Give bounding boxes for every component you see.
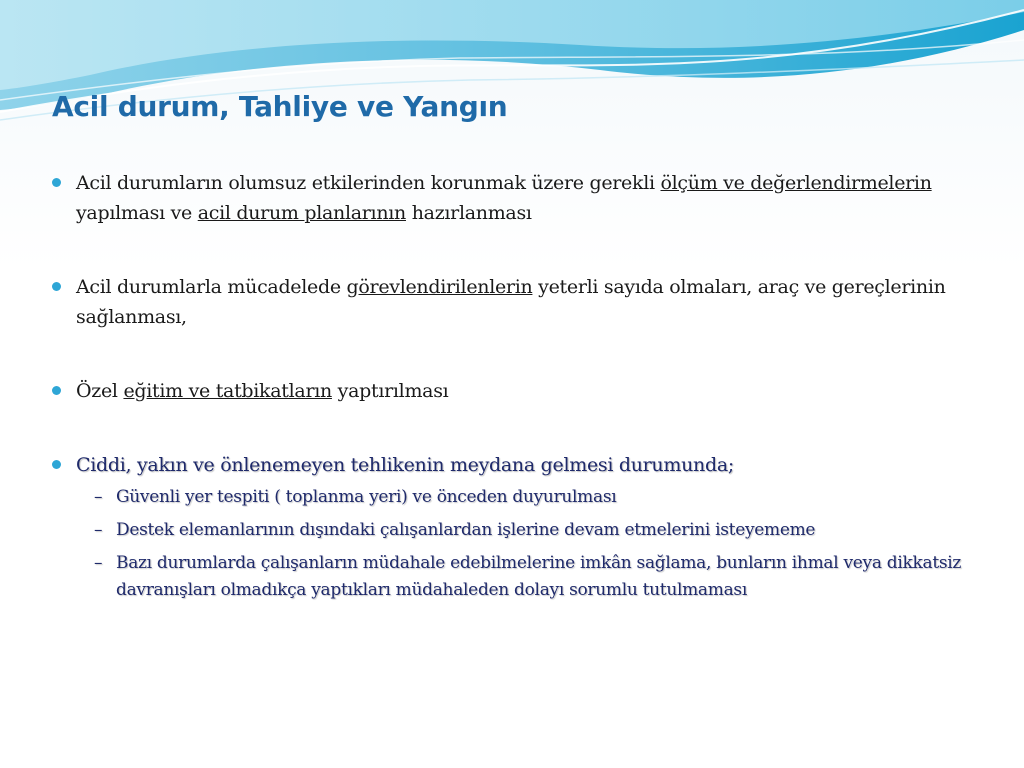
slide-title: Acil durum, Tahliye ve Yangın (52, 90, 508, 123)
sub-bullet-item-1 (94, 484, 982, 511)
dash-icon: – (94, 553, 103, 573)
bullet-dot-icon (52, 386, 61, 395)
bullet-text-part: yeterli sayıda olmaları, araç ve gereçlerinin sağlanması, (76, 276, 946, 328)
sub-bullet-item-3 (94, 550, 982, 604)
bullet-text-underlined: acil durum planlarının (197, 202, 406, 224)
bullet-text-part: yaptırılması (331, 380, 449, 402)
bullet-list (52, 168, 982, 604)
sub-bullet-text: Bazı durumlarda çalışanların müdahale edebilmelerine imkân sağlama, bunların ihmal veya dikkatsiz davranışları olmadıkça yaptıkları müdahaleden dolayı sorumlu tutulmaması (116, 553, 962, 600)
dash-icon: – (94, 487, 103, 507)
sub-bullet-text: Güvenli yer tespiti ( toplanma yeri) ve önceden duyurulması (116, 487, 617, 507)
bullet-text (76, 380, 448, 402)
bullet-dot-icon (52, 178, 61, 187)
bullet-text-underlined: eğitim ve tatbikatların (123, 380, 332, 402)
bullet-text-part: hazırlanması (405, 202, 532, 224)
bullet-item-4 (52, 450, 982, 480)
dash-icon: – (94, 520, 103, 540)
sub-bullet-list (52, 484, 982, 604)
bullet-text-part: Acil durumlarla mücadelede (76, 276, 347, 298)
bullet-text-underlined: görevlendirilenlerin (346, 276, 533, 298)
bullet-dot-icon (52, 460, 61, 469)
sub-bullet-item-2 (94, 517, 982, 544)
bullet-text (76, 276, 946, 328)
bullet-text: Ciddi, yakın ve önlenemeyen tehlikenin meydana gelmesi durumunda; (76, 454, 734, 476)
bullet-text-part: yapılması ve (76, 202, 198, 224)
bullet-text (76, 172, 932, 224)
bullet-item-2 (52, 272, 982, 332)
bullet-text-underlined: ölçüm ve değerlendirmelerin (660, 172, 932, 194)
bullet-text-part: Özel (76, 380, 124, 402)
bullet-dot-icon (52, 282, 61, 291)
bullet-item-1 (52, 168, 982, 228)
bullet-item-3 (52, 376, 982, 406)
bullet-text-part: Acil durumların olumsuz etkilerinden korunmak üzere gerekli (76, 172, 661, 194)
sub-bullet-text: Destek elemanlarının dışındaki çalışanlardan işlerine devam etmelerini isteyememe (116, 520, 816, 540)
